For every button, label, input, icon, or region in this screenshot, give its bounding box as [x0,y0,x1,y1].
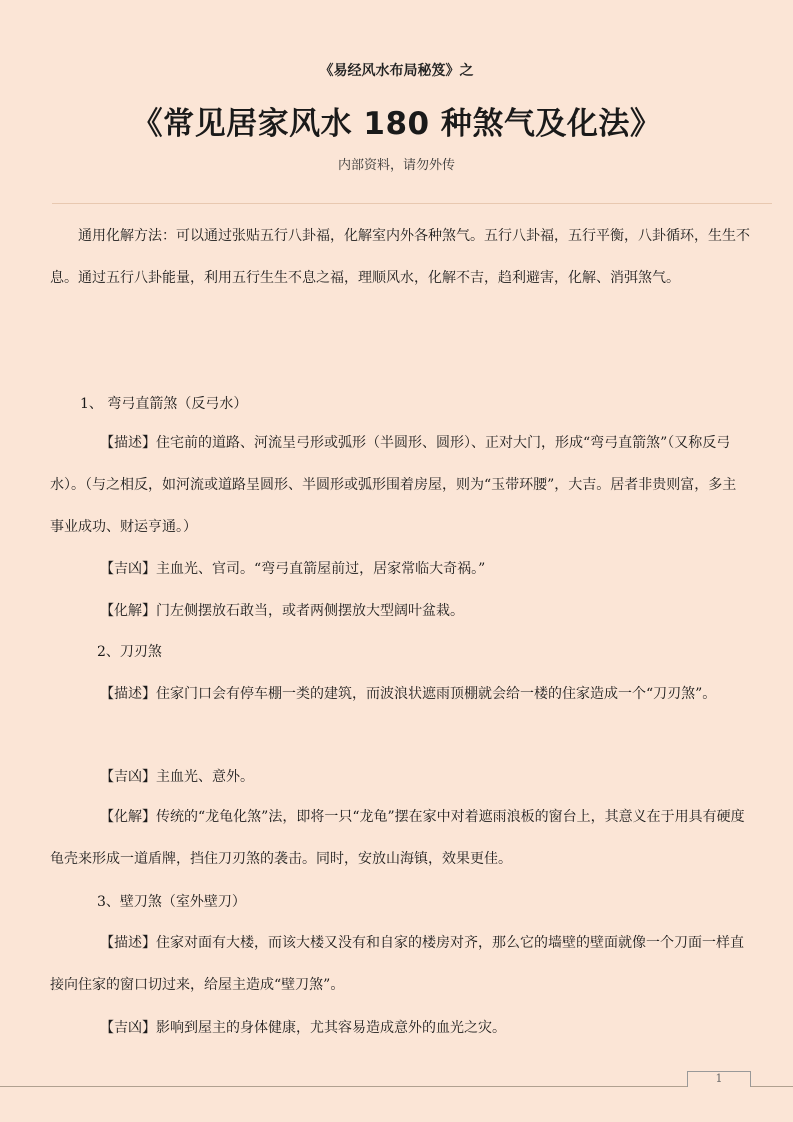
section-1-huajie: 【化解】门左侧摆放石敢当，或者两侧摆放大型阔叶盆栽。 [100,603,464,619]
section-3-description: 【描述】住家对面有大楼，而该大楼又没有和自家的楼房对齐，那么它的墙壁的壁面就像一个刀面一样直接向住家的窗口切过来，给屋主造成“壁刀煞”。 [50,935,744,993]
header-divider [52,203,772,204]
intro-paragraph: 通用化解方法：可以通过张贴五行八卦福，化解室内外各种煞气。五行八卦福，五行平衡，八卦循环，生生不息。通过五行八卦能量，利用五行生生不息之福，理顺风水，化解不吉，趋利避害，化解、消弭煞气。 [50,228,750,286]
footer-divider [0,1086,793,1087]
section-heading-2: 2、刀刃煞 [97,644,162,660]
confidential-note: 内部资料，请勿外传 [337,158,455,173]
section-heading-3: 3、壁刀煞（室外壁刀） [97,894,246,910]
section-3-jixiong: 【吉凶】影响到屋主的身体健康，尤其容易造成意外的血光之灾。 [100,1020,506,1036]
section-1-description: 【描述】住宅前的道路、河流呈弓形或弧形（半圆形、圆形）、正对大门，形成“弯弓直箭煞”（又称反弓水）。（与之相反，如河流或道路呈圆形、半圆形或弧形围着房屋，则为“玉带环腰”，大吉。居者非贵则富，多主事业成功、财运亨通。） [50,435,737,535]
section-2-description: 【描述】住家门口会有停车棚一类的建筑，而波浪状遮雨顶棚就会给一楼的住家造成一个“刀刃煞”。 [100,686,717,702]
section-2-jixiong: 【吉凶】主血光、意外。 [100,769,254,785]
section-1-jixiong: 【吉凶】主血光、官司。“弯弓直箭屋前过，居家常临大奇祸。” [100,561,486,577]
section-2-huajie: 【化解】传统的“龙龟化煞”法，即将一只“龙龟”摆在家中对着遮雨浪板的窗台上，其意义在于用具有硬度龟壳来形成一道盾牌，挡住刀刃煞的袭击。同时，安放山海镇，效果更佳。 [50,809,745,867]
page-number: 1 [715,1072,723,1085]
section-heading-1: 1、 弯弓直箭煞（反弓水） [80,396,248,412]
series-subtitle: 《易经风水布局秘笈》之 [319,63,474,79]
page-title: 《常见居家风水 180 种煞气及化法》 [131,106,662,142]
